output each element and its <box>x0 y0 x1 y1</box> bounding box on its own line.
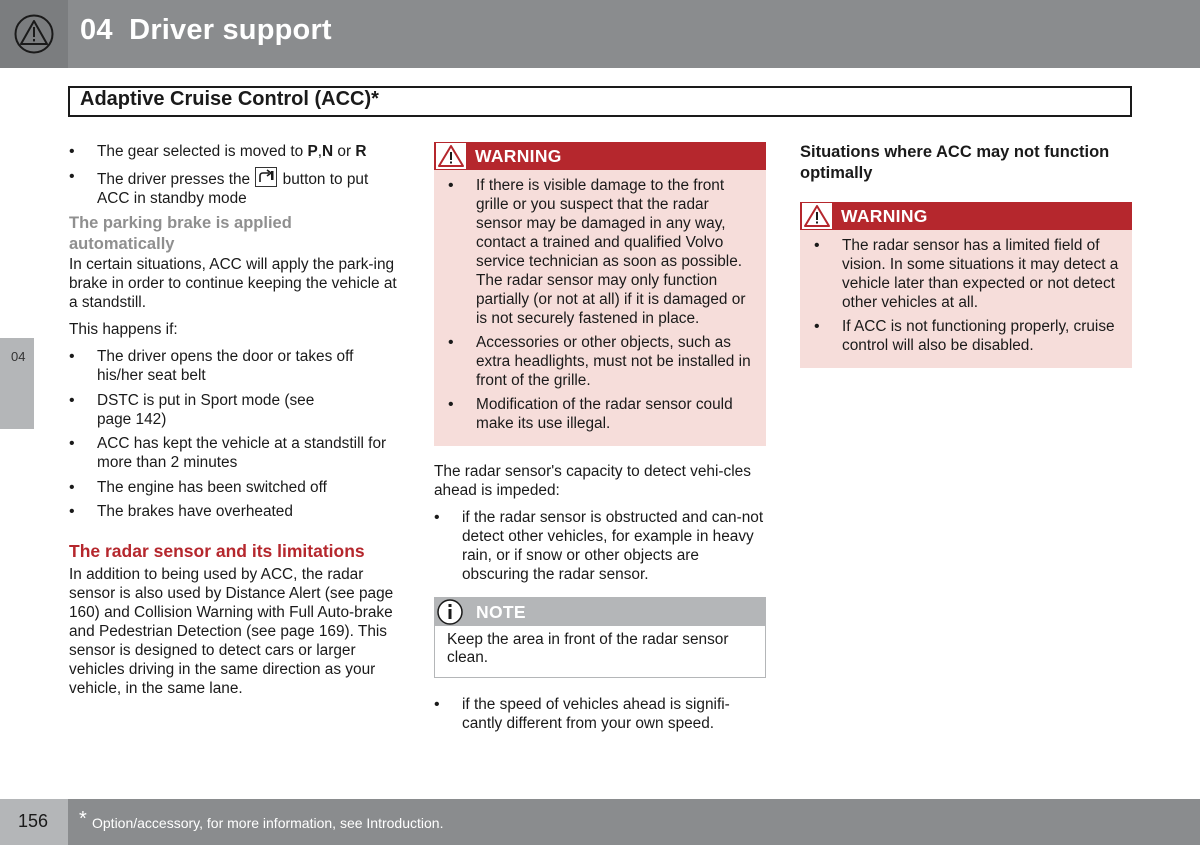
list-item: • The gear selected is moved to P,N or R <box>69 142 397 161</box>
speed-list <box>434 695 766 733</box>
column-3 <box>800 142 1132 368</box>
exit-conditions-list <box>69 142 397 208</box>
side-tab-label: 04 <box>11 349 26 364</box>
warning-title: WARNING <box>841 206 928 226</box>
warning-title: WARNING <box>475 146 562 166</box>
happens-if-text: This happens if: <box>69 321 178 338</box>
warning-header <box>800 202 1132 230</box>
column-1 <box>69 142 397 698</box>
list-item: • The engine has been switched off <box>69 478 397 497</box>
list-item: • Accessories or other objects, such as extra headlights, must not be installed in front of the grille. <box>448 333 756 390</box>
info-icon <box>437 599 463 625</box>
section-title: Adaptive Cruise Control (ACC)* <box>80 88 379 110</box>
parking-brake-text: In certain situations, ACC will apply the park-ing brake in order to continue keeping the vehicle at a standstill. <box>69 256 397 311</box>
footer-asterisk: * <box>79 808 87 830</box>
parking-brake-heading: The parking brake is applied automatically <box>69 214 292 253</box>
list-item: • If ACC is not functioning properly, cruise control will also be disabled. <box>814 317 1122 355</box>
list-item: • The brakes have overheated <box>69 502 397 521</box>
list-item: • The driver presses the button to put ACC in standby mode <box>69 167 397 208</box>
acc-standby-button-icon <box>255 167 277 187</box>
note-box <box>434 597 766 678</box>
parking-brake-conditions-list <box>69 347 397 521</box>
list-item: • ACC has kept the vehicle at a standstill for more than 2 minutes <box>69 434 397 472</box>
radar-limitations-heading: The radar sensor and its limitations <box>69 541 365 561</box>
footer-note: Option/accessory, for more information, see Introduction. <box>92 815 444 831</box>
note-header <box>435 598 765 626</box>
note-title: NOTE <box>476 602 526 622</box>
acc-limitations-heading: Situations where ACC may not function optimally <box>800 143 1110 182</box>
list-item: • if the radar sensor is obstructed and can-not detect other vehicles, for example in heavy rain, or if snow or other objects are obscuring the radar sensor. <box>434 508 766 584</box>
list-item: • if the speed of vehicles ahead is signifi-cantly different from your own speed. <box>434 695 766 733</box>
list-item: • The driver opens the door or takes off his/her seat belt <box>69 347 397 385</box>
list-item: • DSTC is put in Sport mode (see page 142) <box>69 391 397 429</box>
chapter-title: 04 Driver support <box>80 14 332 46</box>
warning-box <box>434 142 766 446</box>
radar-limitations-text: In addition to being used by ACC, the radar sensor is also used by Distance Alert (see page 160) and Collision Warning with Full Auto-brake and Pedestrian Detection (see page 169). This sensor is designed to detect cars or larger vehicles driving in the same direction as your vehicle, in the same lane. <box>69 566 394 697</box>
warning-header <box>434 142 766 170</box>
list-item: • If there is visible damage to the front grille or you suspect that the radar sensor may be damaged in any way, contact a trained and qualified Volvo service technician as soon as possible. The radar sensor may only function partially (or not at all) if it is damaged or is not securely fastened in place. <box>448 176 756 328</box>
warning-box <box>800 202 1132 368</box>
radar-capacity-text: The radar sensor's capacity to detect vehi-cles ahead is impeded: <box>434 463 751 499</box>
warning-triangle-icon <box>436 143 466 169</box>
warning-triangle-icon <box>802 203 832 229</box>
note-text: Keep the area in front of the radar sensor clean. <box>447 631 729 666</box>
warning-list <box>800 230 1132 368</box>
warning-triangle-icon <box>14 14 54 54</box>
impeded-list <box>434 508 766 584</box>
list-item: • The radar sensor has a limited field of vision. In some situations it may detect a vehicle later than expected or not detect other vehicles at all. <box>814 236 1122 312</box>
warning-list <box>434 170 766 446</box>
list-item: • Modification of the radar sensor could make its use illegal. <box>448 395 756 433</box>
page-number: 156 <box>18 811 49 831</box>
column-2 <box>434 142 766 739</box>
